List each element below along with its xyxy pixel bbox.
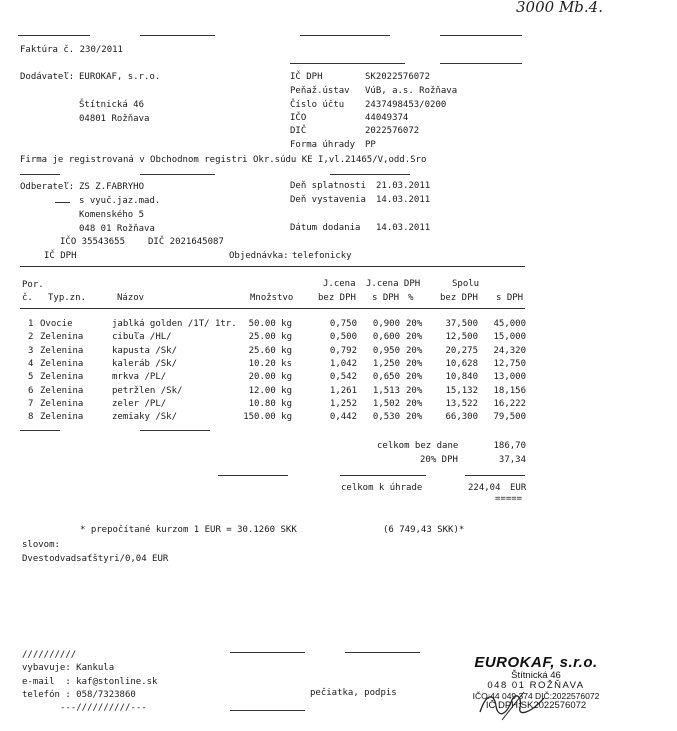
- cell-qty: 20.00 kg: [248, 372, 292, 383]
- cell-nazov: jablká golden /1T/ 1tr.: [112, 319, 237, 329]
- cell-vat: 20%: [406, 345, 423, 356]
- table-rule: [140, 430, 210, 431]
- cell-price: 0,750: [329, 319, 357, 329]
- cell-total-vat: 16,222: [493, 398, 526, 409]
- handwritten-note: 3000 Mb.4.: [516, 0, 603, 16]
- supplier-name: EUROKAF, s.r.o.: [79, 72, 161, 82]
- cell-no: 8: [28, 412, 34, 423]
- date-value: 14.03.2011: [376, 195, 431, 205]
- cell-typ: Ovocie: [40, 319, 73, 329]
- cell-total-vat: 45,000: [493, 319, 526, 329]
- cell-total: 37,500: [445, 319, 478, 329]
- cell-nazov: kaleráb /Sk/: [112, 358, 178, 369]
- handwritten-signature: [472, 686, 552, 726]
- cell-nazov: petržlen /Sk/: [112, 385, 183, 396]
- cell-price-vat: 0,900: [372, 319, 400, 329]
- cell-qty: 150.00 kg: [243, 412, 292, 423]
- rule: [218, 475, 288, 476]
- col-jcena: J.cena: [323, 279, 356, 289]
- col-s-dph: s DPH: [496, 293, 524, 303]
- bank-value: 2022576072: [365, 126, 420, 136]
- date-value: 14.03.2011: [376, 223, 431, 233]
- cell-total: 20,275: [445, 345, 478, 356]
- footer-issued-by: vybavuje: Kankula: [22, 663, 115, 673]
- col-por: č.: [22, 293, 33, 303]
- cell-typ: Zelenina: [40, 358, 84, 369]
- table-rule: [20, 430, 60, 431]
- cell-total-vat: 79,500: [493, 412, 526, 423]
- col-spolu: Spolu: [452, 279, 480, 289]
- stamp-ids: IČO:44 049 374 DIČ:2022576072: [472, 691, 600, 701]
- conversion-rate: * prepočítané kurzom 1 EUR = 30.1260 SKK: [80, 525, 297, 535]
- cell-no: 4: [28, 358, 34, 369]
- cell-total: 66,300: [445, 412, 478, 423]
- cell-no: 5: [28, 372, 34, 383]
- footer-phone: telefón : 058/7323860: [22, 690, 136, 700]
- cell-no: 2: [28, 332, 34, 343]
- customer-city: 048 01 Rožňava: [79, 224, 155, 234]
- cell-total: 10,840: [445, 372, 478, 383]
- customer-icdph: IČ DPH: [44, 251, 77, 261]
- customer-name-2: s vyuč.jaz.mad.: [79, 196, 161, 206]
- supplier-label: Dodávateľ:: [20, 72, 75, 82]
- order-label: Objednávka:: [229, 251, 289, 261]
- cell-vat: 20%: [406, 385, 423, 396]
- bank-value: 44049374: [365, 113, 409, 123]
- cell-total-vat: 18,156: [493, 385, 526, 396]
- cell-total-vat: 15,000: [493, 332, 526, 343]
- cell-typ: Zelenina: [40, 412, 84, 423]
- cell-qty: 25.60 kg: [248, 345, 292, 356]
- conversion-skk: (6 749,43 SKK)*: [383, 525, 465, 535]
- cell-price: 0,500: [329, 332, 357, 343]
- cell-typ: Zelenina: [40, 332, 84, 343]
- cell-typ: Zelenina: [40, 385, 84, 396]
- total-due-value: 224,04: [468, 483, 501, 493]
- cell-typ: Zelenina: [40, 372, 84, 383]
- rule: [340, 475, 426, 476]
- supplier-city: 04801 Rožňava: [79, 114, 150, 124]
- total-vat-label: 20% DPH: [420, 455, 458, 465]
- cell-vat: 20%: [406, 358, 423, 369]
- col-mnozstvo: Množstvo: [250, 293, 294, 303]
- cell-vat: 20%: [406, 319, 423, 329]
- cell-total-vat: 12,750: [493, 358, 526, 369]
- cell-price-vat: 0,650: [372, 372, 400, 383]
- top-rule: [440, 35, 522, 36]
- rule: [330, 174, 410, 175]
- stamp-city: 048 01 ROŽŇAVA: [487, 680, 585, 691]
- cell-qty: 50.00 kg: [248, 319, 292, 329]
- cell-vat: 20%: [406, 332, 423, 343]
- footer-slashes: //////////: [22, 650, 77, 660]
- total-underline: =====: [495, 494, 523, 504]
- invoice-title: Faktúra č. 230/2011: [20, 45, 123, 55]
- rule: [140, 174, 215, 175]
- cell-no: 3: [28, 345, 34, 356]
- customer-label: Odberateľ:: [20, 182, 75, 192]
- rule: [290, 63, 405, 64]
- col-jcena: bez DPH: [318, 293, 356, 303]
- registration-note: Firma je registrovaná v Obchodnom registri Okr.súdu KE I,vl.21465/V,odd.Sro: [20, 155, 427, 165]
- customer-street: Komenského 5: [79, 210, 145, 220]
- cell-total-vat: 13,000: [493, 372, 526, 383]
- cell-price-vat: 0,530: [372, 412, 400, 423]
- cell-qty: 10.20 ks: [248, 358, 292, 369]
- cell-no: 6: [28, 385, 34, 396]
- cell-price: 0,542: [329, 372, 357, 383]
- date-value: 21.03.2011: [376, 181, 431, 191]
- bank-label: DIČ: [290, 126, 307, 136]
- bank-label: IČO: [290, 113, 307, 123]
- top-rule: [18, 35, 90, 36]
- col-dph-pct: %: [408, 293, 414, 303]
- col-jcena-dph: s DPH: [372, 293, 400, 303]
- cell-price: 0,792: [329, 345, 357, 356]
- rule: [440, 63, 522, 64]
- top-rule: [300, 35, 390, 36]
- cell-vat: 20%: [406, 412, 423, 423]
- total-due-label: celkom k úhrade: [341, 483, 423, 493]
- bank-value: VúB, a.s. Rožňava: [365, 86, 458, 96]
- footer-email: e-mail : kaf@stonline.sk: [22, 677, 158, 687]
- cell-nazov: zeler /PL/: [112, 398, 167, 409]
- cell-total: 15,132: [445, 385, 478, 396]
- cell-qty: 12.00 kg: [248, 385, 292, 396]
- col-nazov: Názov: [117, 293, 145, 303]
- customer-ico: IČO 35543655: [60, 237, 126, 247]
- cell-vat: 20%: [406, 398, 423, 409]
- cell-vat: 20%: [406, 372, 423, 383]
- cell-price-vat: 1,502: [372, 398, 400, 409]
- total-due-currency: EUR: [510, 483, 527, 493]
- total-base-value: 186,70: [493, 441, 526, 451]
- date-label: Deň vystavenia: [290, 195, 366, 205]
- customer-dic: DIČ 2021645087: [148, 237, 224, 247]
- rule: [230, 710, 305, 711]
- rule: [230, 652, 305, 653]
- cell-no: 7: [28, 398, 34, 409]
- dash: [55, 202, 70, 203]
- cell-typ: Zelenina: [40, 398, 84, 409]
- cell-qty: 10.80 kg: [248, 398, 292, 409]
- stamp-icdph: IČ DPH:SK2022576072: [485, 700, 587, 711]
- cell-nazov: zemiaky /Sk/: [112, 412, 178, 423]
- stamp-logo: EUROKAF, s.r.o.: [474, 654, 598, 671]
- rule: [20, 174, 60, 175]
- col-jcena-dph: J.cena DPH: [366, 279, 421, 289]
- date-label: Deň splatnosti: [290, 181, 366, 191]
- top-rule: [140, 35, 215, 36]
- rule: [465, 475, 525, 476]
- cell-price-vat: 1,513: [372, 385, 400, 396]
- bank-value: SK2022576072: [365, 72, 431, 82]
- bank-label: IČ DPH: [290, 72, 323, 82]
- col-typ: Typ.zn.: [48, 293, 86, 303]
- words-value: Dvestodvadsaťštyri/0,04 EUR: [22, 554, 169, 564]
- cell-no: 1: [28, 319, 34, 329]
- cell-total: 13,522: [445, 398, 478, 409]
- table-rule: [20, 308, 525, 309]
- cell-price: 0,442: [329, 412, 357, 423]
- bank-value: PP: [365, 140, 376, 150]
- words-label: slovom:: [22, 540, 60, 550]
- cell-qty: 25.00 kg: [248, 332, 292, 343]
- stamp-signature-label: pečiatka, podpis: [310, 688, 397, 698]
- bank-label: Forma úhrady: [290, 140, 356, 150]
- bank-label: Číslo účtu: [290, 100, 345, 110]
- stamp-street: Štítnická 46: [511, 670, 561, 681]
- col-spolu: bez DPH: [440, 293, 478, 303]
- cell-price-vat: 1,250: [372, 358, 400, 369]
- total-base-label: celkom bez dane: [377, 441, 459, 451]
- cell-nazov: cibuľa /HL/: [112, 332, 172, 343]
- cell-price: 1,261: [329, 385, 357, 396]
- cell-total: 12,500: [445, 332, 478, 343]
- footer-slashes: ---//////////---: [60, 703, 147, 713]
- cell-nazov: kapusta /Sk/: [112, 345, 178, 356]
- cell-price: 1,042: [329, 358, 357, 369]
- date-label: Dátum dodania: [290, 223, 361, 233]
- cell-total-vat: 24,320: [493, 345, 526, 356]
- total-vat-value: 37,34: [498, 455, 526, 465]
- cell-price: 1,252: [329, 398, 357, 409]
- customer-name: ZS Z.FABRYHO: [79, 182, 145, 192]
- bank-label: Peňaž.ústav: [290, 86, 350, 96]
- rule: [345, 652, 420, 653]
- cell-price-vat: 0,950: [372, 345, 400, 356]
- rule: [20, 266, 525, 267]
- order-value: telefonicky: [292, 251, 352, 261]
- cell-nazov: mrkva /PL/: [112, 372, 167, 383]
- col-por: Por.: [22, 280, 44, 290]
- cell-total: 10,628: [445, 358, 478, 369]
- supplier-street: Štítnická 46: [79, 100, 145, 110]
- cell-typ: Zelenina: [40, 345, 84, 356]
- bank-value: 2437498453/0200: [365, 100, 447, 110]
- cell-price-vat: 0,600: [372, 332, 400, 343]
